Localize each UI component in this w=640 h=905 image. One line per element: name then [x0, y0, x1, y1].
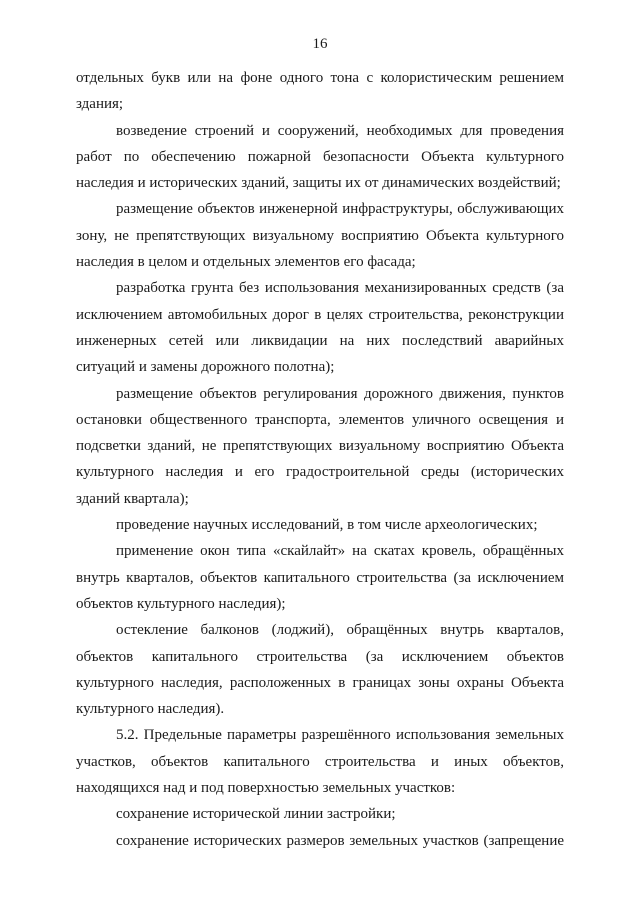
paragraph-traffic-objects: размещение объектов регулирования дорожного движения, пунктов остановки общественного транспорта, элементов уличного освещения и подсветки зданий, не препятствующих визуальному восприятию Объекта культурного наследия и его градостроительной среды (исторических зданий квартала); — [76, 385, 564, 507]
paragraph-fire-safety-structures: возведение строений и сооружений, необходимых для проведения работ по обеспечению пожарной безопасности Объекта культурного наследия и исторических зданий, защиты их от динамических воздействий; — [76, 122, 564, 192]
paragraph-research: проведение научных исследований, в том числе археологических; — [116, 517, 538, 534]
paragraph-building-line: сохранение исторической линии застройки; — [116, 806, 396, 823]
paragraph-engineering-infrastructure: размещение объектов инженерной инфраструктуры, обслуживающих зону, не препятствующих визуальному восприятию Объекта культурного наследия в целом и отдельных элементов его фасада; — [76, 201, 564, 271]
page-number: 16 — [312, 36, 328, 52]
paragraph-soil-works: разработка грунта без использования механизированных средств (за исключением автомобильных дорог в целях строительства, реконструкции инженерных сетей или ликвидации на них последствий аварийных ситуаций и замены дорожного полотна); — [76, 280, 564, 376]
document-body — [76, 65, 564, 854]
paragraph-plot-sizes: сохранение исторических размеров земельных участков (запрещение — [116, 832, 564, 849]
paragraph-balcony-glazing: остекление балконов (лоджий), обращённых внутрь кварталов, объектов капитального строительства (за исключением объектов культурного наследия, расположенных в границах зоны охраны Объекта культурного наследия). — [76, 622, 564, 718]
paragraph-section-5-2: 5.2. Предельные параметры разрешённого использования земельных участков, объектов капитального строительства и иных объектов, находящихся над и под поверхностью земельных участков: — [76, 727, 564, 797]
paragraph-continuation: отдельных букв или на фоне одного тона с колористическим решением здания; — [76, 70, 564, 113]
paragraph-skylight-windows: применение окон типа «скайлайт» на скатах кровель, обращённых внутрь кварталов, объектов капитального строительства (за исключением объектов культурного наследия); — [76, 543, 564, 612]
